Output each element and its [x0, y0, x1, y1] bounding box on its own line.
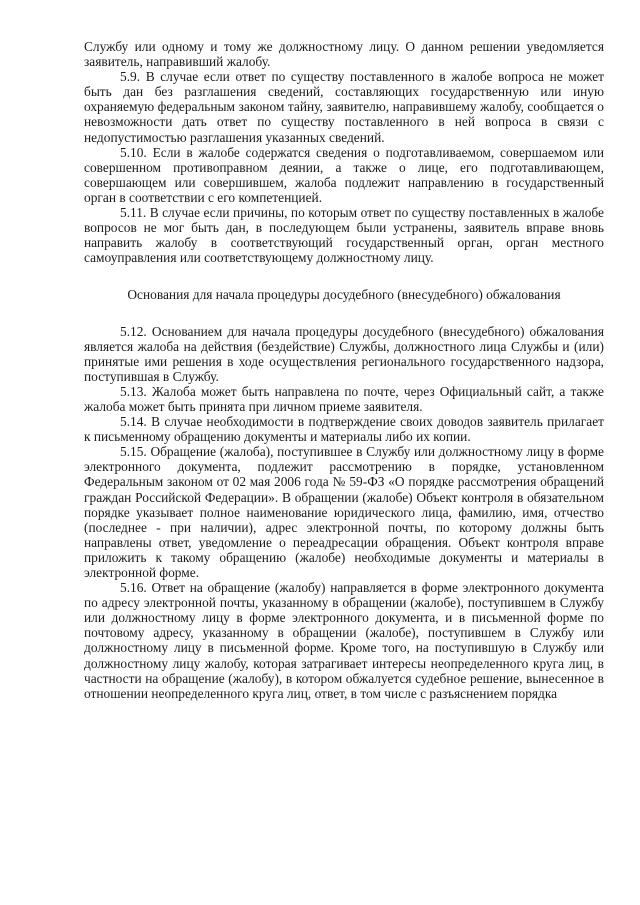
document-page	[84, 39, 604, 701]
paragraph-5-9: 5.9. В случае если ответ по существу поставленного в жалобе вопроса не может быть дан без разглашения сведений, составляющих государственную или иную охраняемую федеральным законом тайну, заявителю, направившему жалобу, сообщается о невозможности дать ответ по существу поставленного в ней вопроса в связи с недопустимостью разглашения указанных сведений.	[84, 69, 604, 145]
section-heading: Основания для начала процедуры досудебного (внесудебного) обжалования	[127, 287, 561, 303]
paragraph-5-12: 5.12. Основанием для начала процедуры досудебного (внесудебного) обжалования является жалоба на действия (бездействие) Службы, должностного лица Службы и (или) принятые ими решения в ходе осуществления регионального государственного надзора, поступившая в Службу.	[84, 323, 604, 384]
paragraph-continuation: Службу или одному и тому же должностному лицу. О данном решении уведомляется заявитель, направивший жалобу.	[84, 39, 604, 70]
paragraph-5-11: 5.11. В случае если причины, по которым ответ по существу поставленных в жалобе вопросов не мог быть дан, в последующем были устранены, заявитель вправе вновь направить жалобу в соответствующий государственный орган, орган местного самоуправления или соответствующему должностному лицу.	[84, 205, 604, 266]
paragraph-5-14: 5.14. В случае необходимости в подтверждение своих доводов заявитель прилагает к письменному обращению документы и материалы либо их копии.	[84, 414, 604, 445]
paragraph-5-15: 5.15. Обращение (жалоба), поступившее в Службу или должностному лицу в форме электронного документа, подлежит рассмотрению в порядке, установленном Федеральным законом от 02 мая 2006 года № 59-ФЗ «О порядке рассмотрения обращений граждан Российской Федерации». В обращении (жалобе) Объект контроля в обязательном порядке указывает полное наименование юридического лица, фамилию, имя, отчество (последнее - при наличии), адрес электронной почты, по которому должны быть направлены ответ, уведомление о переадресации обращения. Объект контроля вправе приложить к такому обращению (жалобе) необходимые документы и материалы в электронной форме.	[84, 444, 604, 580]
paragraph-5-10: 5.10. Если в жалобе содержатся сведения о подготавливаемом, совершаемом или совершенном противоправном деянии, а также о лице, его подготавливающем, совершающем или совершившем, жалоба подлежит направлению в государственный орган в соответствии с его компетенцией.	[84, 144, 604, 205]
paragraph-5-13: 5.13. Жалоба может быть направлена по почте, через Официальный сайт, а также жалоба может быть принята при личном приеме заявителя.	[84, 383, 604, 414]
paragraph-5-16: 5.16. Ответ на обращение (жалобу) направляется в форме электронного документа по адресу электронной почты, указанному в обращении (жалобе), поступившем в Службу или должностному лицу в форме электронного документа, и в письменной форме по почтовому адресу, указанному в обращении (жалобе), поступившем в Службу или должностному лицу в письменной форме. Кроме того, на поступившую в Службу или должностному лицу жалобу, которая затрагивает интересы неопределенного круга лиц, в частности на обращение (жалобу), в котором обжалуется судебное решение, вынесенное в отношении неопределенного круга лиц, ответ, в том числе с разъяснением порядка	[84, 580, 604, 701]
